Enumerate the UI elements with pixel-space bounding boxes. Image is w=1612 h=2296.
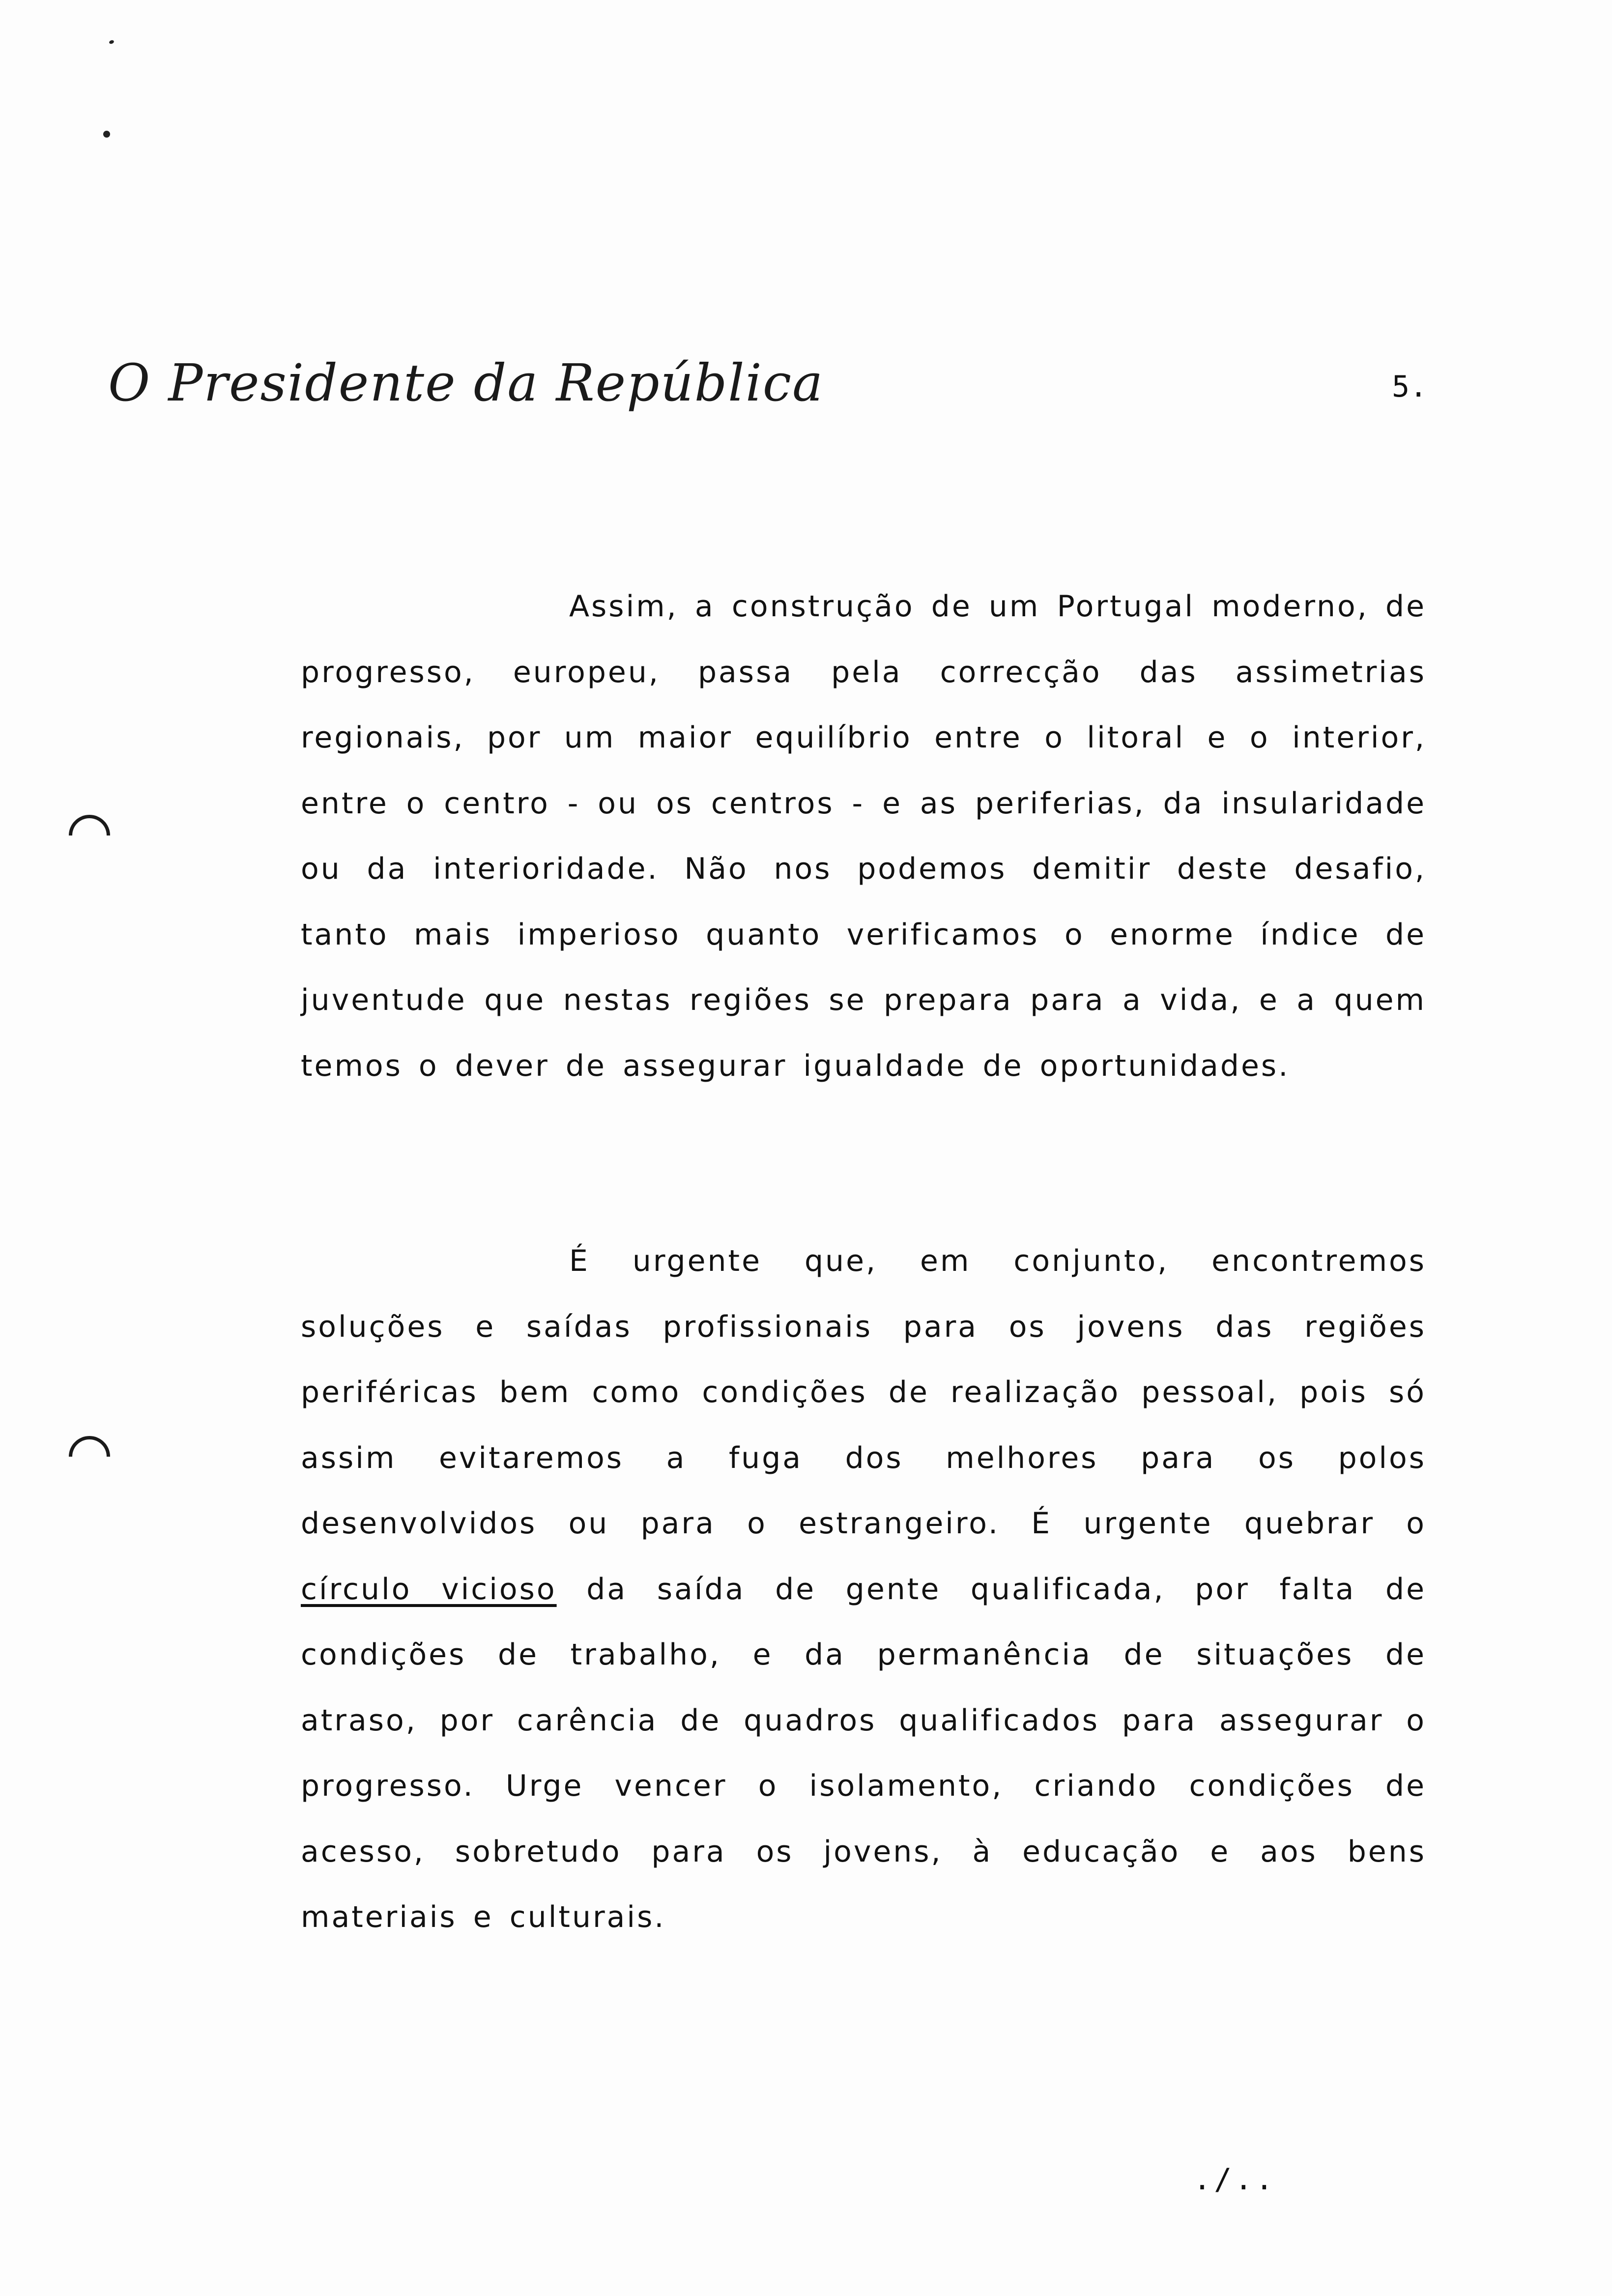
scan-speck <box>103 131 110 138</box>
punch-hole-mark <box>60 806 119 865</box>
letterhead: O Presidente da República <box>108 353 824 413</box>
paragraph-2-text <box>301 1229 1426 1951</box>
punch-hole-mark <box>60 1428 119 1486</box>
continuation-mark: ./.. <box>1193 2162 1276 2197</box>
paragraph-2-text-end: da saída de gente qualificada, por falta de condições de trabalho, e da permanência de situações de atraso, por carência de quadros qualificados para assegurar o progresso. Urge vencer o isolamento, criando condições de acesso, sobretudo para os jovens, à educação e aos bens materiais e culturais. <box>301 1572 1426 1934</box>
paragraph-1 <box>301 574 1426 1099</box>
underlined-phrase: círculo vicioso <box>301 1572 557 1607</box>
scan-speck <box>109 40 115 45</box>
paragraph-2 <box>301 1229 1426 1951</box>
paragraph-1-text: Assim, a construção de um Portugal moderno, de progresso, europeu, passa pela correcção das assimetrias regionais, por um maior equilíbrio entre o litoral e o interior, entre o centro - ou os centros - e as periferias, da insularidade ou da interioridade. Não nos podemos demitir deste desafio, tanto mais imperioso quanto verificamos o enorme índice de juventude que nestas regiões se prepara para a vida, e a quem temos o dever de assegurar igualdade de oportunidades. <box>301 589 1426 1083</box>
page-number: 5. <box>1392 370 1428 404</box>
paragraph-2-text-start: É urgente que, em conjunto, encontremos soluções e saídas profissionais para os jovens das regiões periféricas bem como condições de realização pessoal, pois só assim evitaremos a fuga dos melhores para os polos desenvolvidos ou para o estrangeiro. É urgente quebrar o <box>301 1244 1426 1541</box>
